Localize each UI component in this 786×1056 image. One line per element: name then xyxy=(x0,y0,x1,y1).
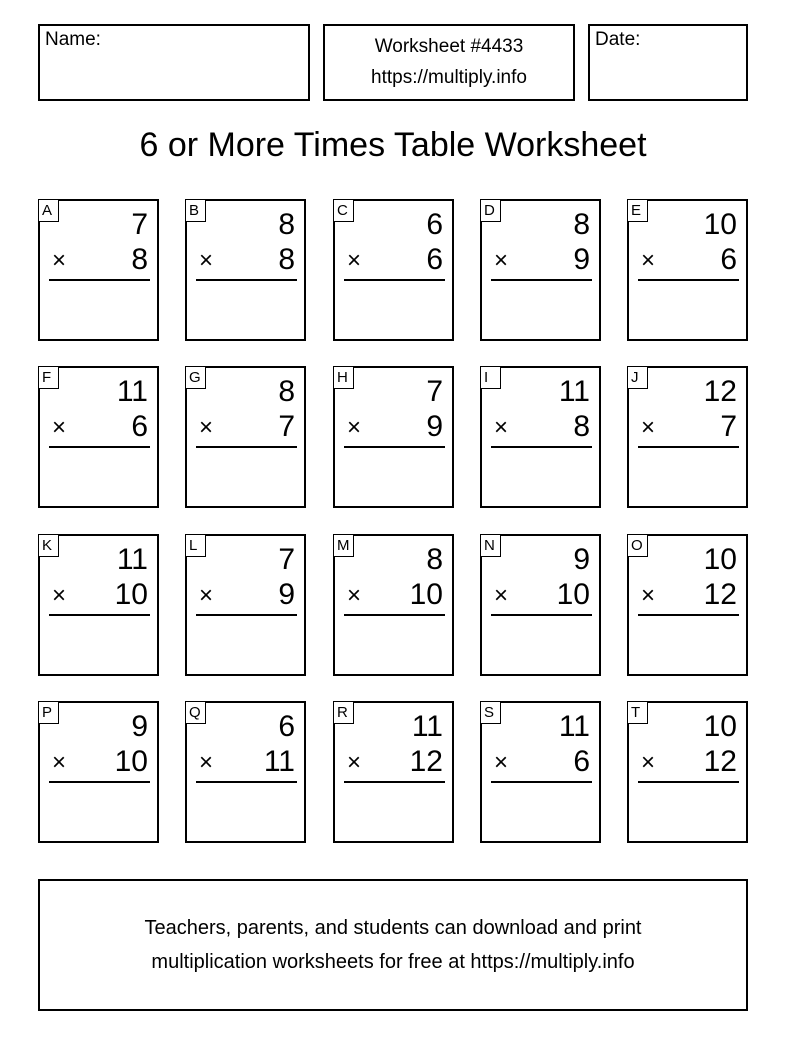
problem-card[interactable] xyxy=(333,534,454,676)
problem-card[interactable] xyxy=(185,199,306,341)
problem-label: R xyxy=(333,701,354,724)
problem-card[interactable] xyxy=(627,199,748,341)
answer-line xyxy=(638,279,739,281)
times-sign: × xyxy=(52,414,67,441)
problem-label: A xyxy=(38,199,59,222)
answer-line xyxy=(638,446,739,448)
problem-label: D xyxy=(480,199,501,222)
problem-label: I xyxy=(480,366,501,389)
multiplier: 9 xyxy=(573,243,590,276)
multiplicand: 7 xyxy=(131,208,148,241)
answer-line xyxy=(491,614,592,616)
times-sign: × xyxy=(494,749,509,776)
problem-card[interactable] xyxy=(627,701,748,843)
problem-label: C xyxy=(333,199,354,222)
problem-label: E xyxy=(627,199,648,222)
problem-label: B xyxy=(185,199,206,222)
multiplicand: 6 xyxy=(426,208,443,241)
times-sign: × xyxy=(199,414,214,441)
multiplier: 10 xyxy=(409,578,443,611)
answer-line xyxy=(49,279,150,281)
multiplier: 7 xyxy=(720,410,737,443)
answer-line xyxy=(344,614,445,616)
multiplicand: 7 xyxy=(426,375,443,408)
times-sign: × xyxy=(347,247,362,274)
answer-line xyxy=(196,446,297,448)
problem-label: J xyxy=(627,366,648,389)
multiplicand: 8 xyxy=(278,375,295,408)
times-sign: × xyxy=(494,582,509,609)
problem-card[interactable] xyxy=(38,366,159,508)
multiplicand: 10 xyxy=(703,208,737,241)
problem-card[interactable] xyxy=(333,701,454,843)
worksheet-info-box xyxy=(323,24,575,101)
multiplier: 10 xyxy=(556,578,590,611)
times-sign: × xyxy=(52,582,67,609)
problem-card[interactable] xyxy=(480,366,601,508)
times-sign: × xyxy=(52,247,67,274)
answer-line xyxy=(344,781,445,783)
times-sign: × xyxy=(347,582,362,609)
answer-line xyxy=(491,446,592,448)
problem-label: S xyxy=(480,701,501,724)
multiplicand: 8 xyxy=(278,208,295,241)
problem-card[interactable] xyxy=(38,701,159,843)
multiplicand: 11 xyxy=(558,375,590,408)
multiplicand: 10 xyxy=(703,543,737,576)
answer-line xyxy=(49,446,150,448)
multiplier: 6 xyxy=(720,243,737,276)
answer-line xyxy=(49,614,150,616)
multiplicand: 8 xyxy=(426,543,443,576)
times-sign: × xyxy=(199,749,214,776)
times-sign: × xyxy=(494,414,509,441)
problem-card[interactable] xyxy=(627,534,748,676)
footer-box xyxy=(38,879,748,1011)
problem-card[interactable] xyxy=(185,701,306,843)
multiplier: 6 xyxy=(573,745,590,778)
footer-line-2: multiplication worksheets for free at https://multiply.info xyxy=(151,951,635,973)
multiplicand: 7 xyxy=(278,543,295,576)
times-sign: × xyxy=(641,749,656,776)
multiplier: 10 xyxy=(114,578,148,611)
times-sign: × xyxy=(641,247,656,274)
problem-card[interactable] xyxy=(480,199,601,341)
worksheet-number: Worksheet #4433 xyxy=(374,36,524,57)
multiplier: 6 xyxy=(426,243,443,276)
multiplier: 8 xyxy=(278,243,295,276)
problem-label: M xyxy=(333,534,354,557)
date-field-box[interactable] xyxy=(588,24,748,101)
multiplier: 9 xyxy=(426,410,443,443)
date-label: Date: xyxy=(595,29,641,50)
times-sign: × xyxy=(52,749,67,776)
multiplicand: 10 xyxy=(703,710,737,743)
times-sign: × xyxy=(641,582,656,609)
multiplier: 7 xyxy=(278,410,295,443)
times-sign: × xyxy=(494,247,509,274)
problem-label: H xyxy=(333,366,354,389)
problem-card[interactable] xyxy=(38,199,159,341)
problem-label: K xyxy=(38,534,59,557)
multiplicand: 11 xyxy=(411,710,443,743)
times-sign: × xyxy=(347,749,362,776)
answer-line xyxy=(491,279,592,281)
answer-line xyxy=(49,781,150,783)
multiplier: 12 xyxy=(703,745,737,778)
problem-card[interactable] xyxy=(627,366,748,508)
problem-label: P xyxy=(38,701,59,724)
answer-line xyxy=(491,781,592,783)
answer-line xyxy=(638,614,739,616)
problem-card[interactable] xyxy=(185,534,306,676)
multiplier: 11 xyxy=(263,745,295,778)
answer-line xyxy=(196,781,297,783)
problem-label: G xyxy=(185,366,206,389)
answer-line xyxy=(344,446,445,448)
multiplicand: 9 xyxy=(131,710,148,743)
problem-card[interactable] xyxy=(185,366,306,508)
problem-card[interactable] xyxy=(38,534,159,676)
problem-label: L xyxy=(185,534,206,557)
problem-label: N xyxy=(480,534,501,557)
multiplicand: 9 xyxy=(573,543,590,576)
problem-grid xyxy=(38,199,748,843)
times-sign: × xyxy=(641,414,656,441)
multiplier: 10 xyxy=(114,745,148,778)
times-sign: × xyxy=(199,247,214,274)
multiplicand: 6 xyxy=(278,710,295,743)
multiplier: 9 xyxy=(278,578,295,611)
multiplicand: 11 xyxy=(116,543,148,576)
page-title: 6 or More Times Table Worksheet xyxy=(139,126,647,164)
answer-line xyxy=(638,781,739,783)
problem-card[interactable] xyxy=(333,199,454,341)
footer-line-1: Teachers, parents, and students can download and print xyxy=(144,917,642,939)
problem-card[interactable] xyxy=(480,701,601,843)
times-sign: × xyxy=(347,414,362,441)
name-field-box[interactable] xyxy=(38,24,310,101)
problem-label: Q xyxy=(185,701,206,724)
multiplicand: 12 xyxy=(703,375,737,408)
multiplicand: 11 xyxy=(558,710,590,743)
problem-label: T xyxy=(627,701,648,724)
multiplier: 6 xyxy=(131,410,148,443)
multiplicand: 8 xyxy=(573,208,590,241)
answer-line xyxy=(196,279,297,281)
answer-line xyxy=(196,614,297,616)
multiplicand: 11 xyxy=(116,375,148,408)
problem-card[interactable] xyxy=(333,366,454,508)
multiplier: 8 xyxy=(573,410,590,443)
problem-label: O xyxy=(627,534,648,557)
answer-line xyxy=(344,279,445,281)
times-sign: × xyxy=(199,582,214,609)
problem-label: F xyxy=(38,366,59,389)
multiplier: 12 xyxy=(703,578,737,611)
problem-card[interactable] xyxy=(480,534,601,676)
multiplier: 8 xyxy=(131,243,148,276)
multiplier: 12 xyxy=(409,745,443,778)
name-label: Name: xyxy=(45,29,101,50)
worksheet-url: https://multiply.info xyxy=(371,67,527,88)
